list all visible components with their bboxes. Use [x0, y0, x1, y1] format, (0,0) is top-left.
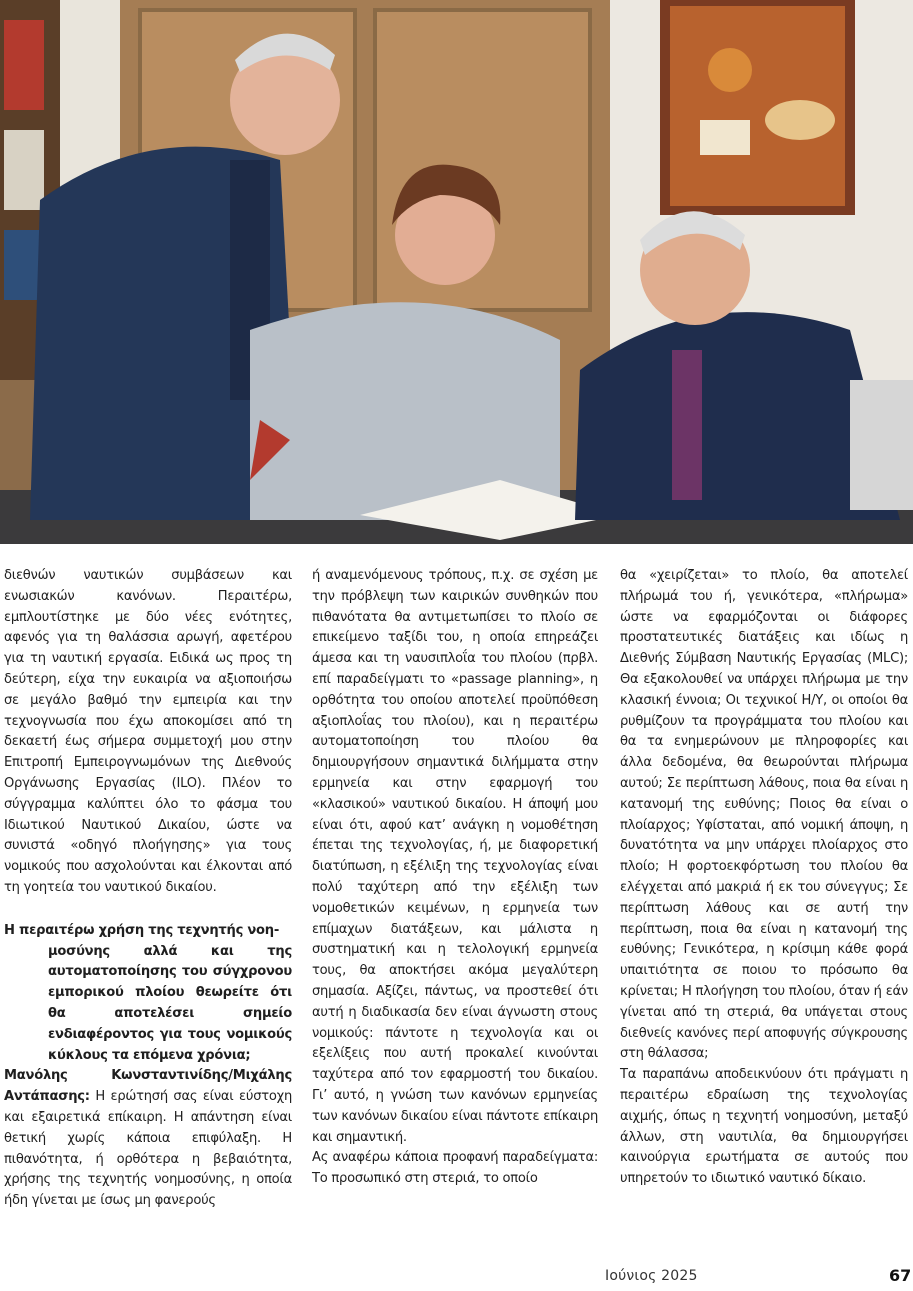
page-number: 67 [889, 1266, 912, 1285]
question-rest: μοσύνης αλλά και της αυτοματοποίησης του σύγχρονου εμπορικού πλοίου θεωρείτε ότι θα αποτελέσει σημείο ενδιαφέροντος για τους νομικούς κύκλους τα επόμενα χρόνια; [48, 943, 292, 1063]
text-column-2 [312, 566, 598, 1190]
speaker-names: Μανόλης Κωνσταντινίδης/Μιχάλης Αντάπασης: [4, 1068, 292, 1105]
paragraph: Τα παραπάνω αποδεικνύουν ότι πράγματι η περαιτέρω εδραίωση της τεχνολογίας αιχμής, όπως η τεχνητή νοημοσύνη, μεταξύ άλλων, στη ναυτιλία, θα δημιουργήσει καινούργια ερωτήματα σε αυτούς που υπηρετούν το ιδιωτικό ναυτικό δίκαιο. [620, 1067, 908, 1187]
interview-question [4, 921, 292, 1067]
answer-text: Η ερώτησή σας είναι εύστοχη και εξαιρετικά επίκαιρη. Η απάντηση είναι θετική χωρίς κάποια επιφύλαξη. Η πιθανότητα, ή ορθότερα η βεβαιότητα, χρήσης της τεχνητής νοημοσύνης, η οποία ήδη γίνεται με ίσως μη φανερούς [4, 1089, 292, 1209]
article-photo [0, 0, 913, 544]
text-column-3 [620, 566, 908, 1190]
paragraph: διεθνών ναυτικών συμβάσεων και ενωσιακών κανόνων. Περαιτέρω, εμπλουτίστηκε με δύο νέες ενότητες, αφενός για τη θαλάσσια αρωγή, αφετέρου για τη ναυτική εργασία. Ειδικά ως προς τη δεύτερη, είχα την ευκαιρία να αξιοποιήσω σε μεγάλο βαθμό την εμπειρία και την τεχνογνωσία που έχω αποκομίσει από τη δεκαετή έως σήμερα συμμετοχή μου στην Επιτροπή Εμπειρογνωμόνων της Διεθνούς Οργάνωσης Εργασίας (ILO). Πλέον το σύγγραμμα καλύπτει όλο το φάσμα του Ιδιωτικού Ναυτικού Δικαίου, ώστε να συνιστά «οδηγό πλοήγησης» για τους νομικούς που ασχολούνται και έλκονται από τη γοητεία του ναυτικού δικαίου. [4, 568, 292, 895]
paragraph: θα «χειρίζεται» το πλοίο, θα αποτελεί πλήρωμά του ή, γενικότερα, «πλήρωμα» ώστε να εφαρμόζονται οι διάφορες προστατευτικές διατάξεις και ιδίως η Διεθνής Σύμβαση Ναυτικής Εργασίας (MLC); Θα εξακολουθεί να υπάρχει πλήρωμα με την κλασική έννοια; Οι τεχνικοί Η/Υ, οι οποίοι θα ρυθμίζουν τα προγράμματα του πλοίου και θα τα ενημερώνουν με πληροφορίες και άλλα δεδομένα, θα θεωρούνται πλήρωμα αυτού; Σε περίπτωση λάθους, ποια θα είναι η κατανομή της ευθύνης; Ποιος θα είναι ο πλοίαρχος; Υφίσταται, από νομική άποψη, η δυνατότητα να μην υπάρχει πλοίαρχος στο πλοίο; Η φορτοεκφόρτωση του πλοίου θα ελέγχεται από μακριά ή εκ του σύνεγγυς; Σε περίπτωση λάθους και σε αυτή την περίπτωση, ποια θα είναι η κατανομή της ευθύνης; Γενικότερα, η κρίσιμη κάθε φορά υπαιτιότητα σε ποιου το πρόσωπο θα κρίνεται; Η πλοήγηση του πλοίου, όταν ή εάν γίνεται από τη στεριά, θα υπάγεται στους διεθνείς κανόνες περί αποφυγής σύγκρουσης στη θάλασσα; [620, 568, 908, 1062]
paragraph: Ας αναφέρω κάποια προφανή παραδείγματα: Το προσωπικό στη στεριά, το οποίο [312, 1150, 598, 1187]
text-column-1 [4, 566, 292, 1212]
interview-answer [4, 1066, 292, 1212]
question-lead: Η περαιτέρω χρήση της τεχνητής νοη- [4, 922, 280, 938]
photo-three-people-reading-book-icon [0, 0, 913, 544]
issue-date: Ιούνιος 2025 [605, 1268, 698, 1284]
paragraph: ή αναμενόμενους τρόπους, π.χ. σε σχέση με την πρόβλεψη των καιρικών συνθηκών που πιθανότατα θα αντιμετωπίσει το πλοίο σε επικείμενο ταξίδι του, η οποία επηρεάζει άμεσα και τη ναυσιπλοΐα του πλοίου (πρβλ. επί παραδείγματι το «passage planning», η ορθότητα του οποίου αποτελεί προϋπόθεση αξιοπλοΐας του πλοίου), και η περαιτέρω αυτοματοποίηση του πλοίου θα δημιουργήσουν σημαντικά διλήμματα στην ερμηνεία και στην εφαρμογή του «κλασικού» ναυτικού δικαίου. Η άποψή μου είναι ότι, αφού κατ’ ανάγκη η νομοθέτηση έπεται της τεχνολογίας, ή, με διαφορετική διατύπωση, η εξέλιξη της τεχνολογίας είναι πολύ ταχύτερη από την εξέλιξη των νομοθετικών κειμένων, η ερμηνεία των επίμαχων διατάξεων, και μάλιστα η συστηματική και η τελολογική ερμηνεία τους, θα αποκτήσει ακόμα μεγαλύτερη σημασία. Αξίζει, πάντως, να προστεθεί ότι αυτή η διαδικασία δεν είναι άγνωστη στους νομικούς: πάντοτε η τεχνολογία και οι εξελίξεις που αυτή προκαλεί κινούνται ταχύτερα από τον εφαρμοστή του δικαίου. Γι’ αυτό, η γνώση των κανόνων ερμηνείας των κανόνων δικαίου είναι πάντοτε επίκαιρη και σημαντική. [312, 568, 598, 1145]
